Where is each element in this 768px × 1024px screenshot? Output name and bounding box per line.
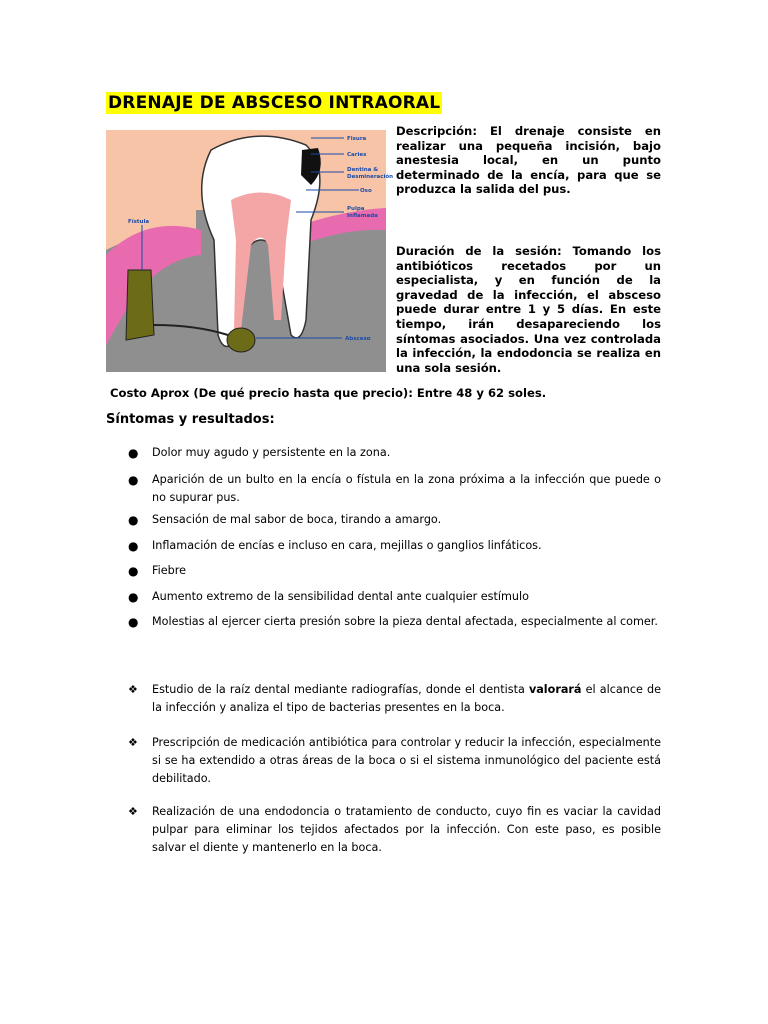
abscess-shape bbox=[227, 328, 255, 352]
page-title: DRENAJE DE ABSCESO INTRAORAL bbox=[108, 93, 441, 113]
bullet-icon: ● bbox=[128, 473, 139, 487]
fistula-shape bbox=[126, 270, 154, 340]
result-text-bold: valorará bbox=[528, 683, 582, 696]
bullet-icon: ● bbox=[128, 615, 139, 629]
symptom-item: Inflamación de encías e incluso en cara, mejillas o ganglios linfáticos. bbox=[152, 539, 542, 552]
result-text-before: Prescripción de medicación antibiótica para controlar y reducir la infección, especialmente si se ha extendido a otras áreas de la boca o si el sistema inmunológico del paciente está debilitado. bbox=[152, 736, 661, 785]
description-text: Descripción: El drenaje consiste en realizar una pequeña incisión, bajo anestesia local, en un punto determinado de la encía, para que se produzca la salida del pus. bbox=[396, 124, 661, 197]
symptom-item: Dolor muy agudo y persistente en la zona. bbox=[152, 446, 391, 459]
result-item bbox=[152, 803, 661, 857]
result-text-before: Estudio de la raíz dental mediante radiografías, donde el dentista bbox=[152, 683, 529, 696]
diamond-bullet-icon: ❖ bbox=[128, 736, 138, 749]
result-item bbox=[152, 681, 661, 717]
result-text-after: el alcance de la infección y analiza el tipo de bacterias presentes en la boca. bbox=[152, 683, 661, 714]
symptom-item: Sensación de mal sabor de boca, tirando a amargo. bbox=[152, 513, 442, 526]
label-dentina-2: Desmineración bbox=[347, 174, 394, 180]
symptom-item: Fiebre bbox=[152, 564, 186, 577]
result-text-before: Realización de una endodoncia o tratamiento de conducto, cuyo fin es vaciar la cavidad pulpar para eliminar los tejidos afectados por la infección. Con este paso, es posible salvar el diente y mantenerlo en la boca. bbox=[152, 805, 661, 854]
diamond-bullet-icon: ❖ bbox=[128, 683, 138, 696]
cost-text: Costo Aprox (De qué precio hasta que precio): Entre 48 y 62 soles. bbox=[110, 386, 547, 400]
duration-text: Duración de la sesión: Tomando los antibióticos recetados por un especialista, y en función de la gravedad de la infección, el absceso puede durar entre 1 y 5 días. En este tiempo, irán desapareciendo los síntomas asociados. Una vez controlada la infección, la endodoncia se realiza en una sola sesión. bbox=[396, 244, 661, 375]
label-fistula: Fístula bbox=[128, 219, 150, 225]
symptom-item: Aparición de un bulto en la encía o fístula en la zona próxima a la infección que puede o no supurar pus. bbox=[152, 473, 661, 504]
bullet-icon: ● bbox=[128, 446, 139, 460]
symptom-item: Molestias al ejercer cierta presión sobre la pieza dental afectada, especialmente al comer. bbox=[152, 615, 658, 628]
diamond-bullet-icon: ❖ bbox=[128, 805, 138, 818]
symptoms-heading: Síntomas y resultados: bbox=[106, 412, 275, 427]
symptom-item: Aumento extremo de la sensibilidad dental ante cualquier estímulo bbox=[152, 590, 529, 603]
label-pulpa-2: Inflamada bbox=[347, 213, 378, 219]
bullet-icon: ● bbox=[128, 564, 139, 578]
result-item bbox=[152, 734, 661, 788]
bullet-icon: ● bbox=[128, 539, 139, 553]
label-caries: Caries bbox=[347, 152, 367, 158]
tooth-abscess-diagram bbox=[106, 130, 394, 372]
bullet-icon: ● bbox=[128, 590, 139, 604]
label-pulpa: Pulpa bbox=[347, 206, 365, 212]
label-fisura: Fisura bbox=[347, 136, 367, 142]
label-absceso: Absceso bbox=[345, 336, 371, 342]
bullet-icon: ● bbox=[128, 513, 139, 527]
label-dentina: Dentina & bbox=[347, 167, 379, 173]
label-oso: Oso bbox=[360, 188, 372, 194]
